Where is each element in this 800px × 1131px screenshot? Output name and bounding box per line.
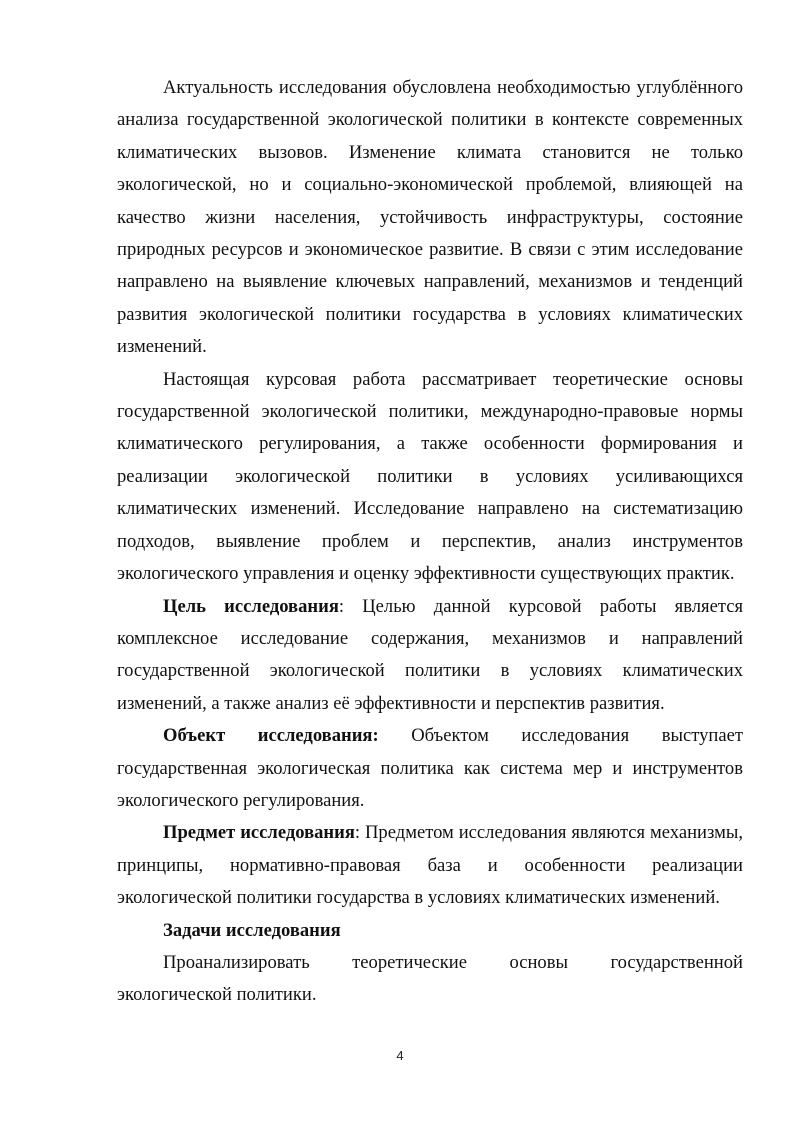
- scope-paragraph: Настоящая курсовая работа рассматривает теоретические основы государственной экологической политики, международно-правовые нормы климатического регулирования, а также особенности формирования и реализации экологической политики в условиях усиливающихся климатических изменений. Исследование направлено на систематизацию подходов, выявление проблем и перспектив, анализ инструментов экологического управления и оценку эффективности существующих практик.: [117, 368, 743, 585]
- subject-label: Предмет исследования: [163, 822, 355, 844]
- tasks-heading: Задачи исследования: [163, 919, 341, 941]
- object-label: Объект исследования:: [163, 725, 379, 747]
- subject-paragraph: [117, 817, 743, 914]
- page-number: 4: [396, 1048, 404, 1063]
- task-1-paragraph: Проанализировать теоретические основы государственной экологической политики.: [117, 951, 743, 1006]
- object-text: Объектом исследования выступает государственная экологическая политика как система мер и инструментов экологического регулирования.: [117, 725, 743, 811]
- relevance-paragraph: Актуальность исследования обусловлена необходимостью углублённого анализа государственной экологической политики в контексте современных климатических вызовов. Изменение климата становится не только экологической, но и социально-экономической проблемой, влияющей на качество жизни населения, устойчивость инфраструктуры, состояние природных ресурсов и экономическое развитие. В связи с этим исследование направлено на выявление ключевых направлений, механизмов и тенденций развития экологической политики государства в условиях климатических изменений.: [117, 77, 743, 358]
- document-page: [117, 72, 743, 1012]
- subject-text: : Предметом исследования являются механизмы, принципы, нормативно-правовая база и особенности реализации экологической политики государства в условиях климатических изменений.: [117, 822, 744, 909]
- goal-paragraph: [117, 591, 743, 721]
- object-paragraph: [117, 720, 743, 817]
- goal-text: : Целью данной курсовой работы является комплексное исследование содержания, механизмов и направлений государственной экологической политики в условиях климатических изменений, а также анализ её эффективности и перспектив развития.: [117, 595, 743, 714]
- goal-label: Цель исследования: [163, 595, 339, 617]
